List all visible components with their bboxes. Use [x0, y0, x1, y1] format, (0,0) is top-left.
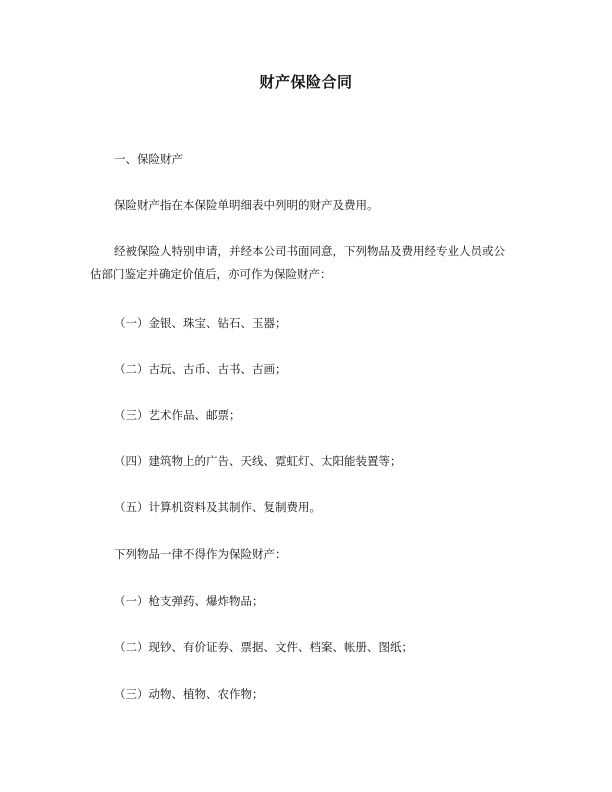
paragraph-line: 经被保险人特别申请，并经本公司书面同意，下列物品及费用经专业人员或公 — [114, 244, 505, 258]
list-item: （三）动物、植物、农作物； — [114, 687, 264, 701]
paragraph-line-continued: 估部门鉴定并确定价值后，亦可作为保险财产： — [90, 267, 332, 281]
document-title: 财产保险合同 — [259, 73, 353, 91]
list-item: （三）艺术作品、邮票； — [114, 408, 241, 422]
section-heading: 一、保险财产 — [114, 152, 183, 166]
list-item: （一）枪支弹药、爆炸物品； — [114, 594, 264, 608]
list-item: （一）金银、珠宝、钻石、玉器； — [114, 316, 287, 330]
list-item: （五）计算机资料及其制作、复制费用。 — [114, 500, 321, 514]
list-item: （二）古玩、古币、古书、古画； — [114, 362, 287, 376]
list-item: （四）建筑物上的广告、天线、霓虹灯、太阳能装置等； — [114, 454, 402, 468]
paragraph: 保险财产指在本保险单明细表中列明的财产及费用。 — [114, 198, 379, 212]
paragraph: 下列物品一律不得作为保险财产： — [114, 547, 287, 561]
list-item: （二）现钞、有价证券、票据、文件、档案、帐册、图纸； — [114, 640, 413, 654]
